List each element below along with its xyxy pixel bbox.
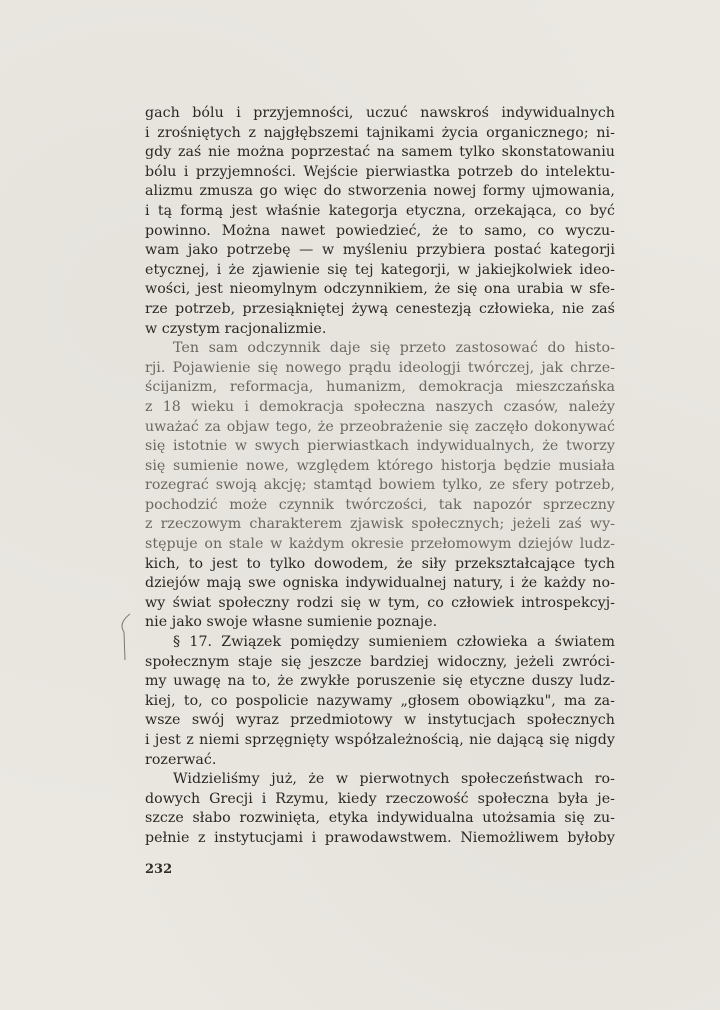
text-line: alizmu zmusza go więc do stworzenia nowej formy ujmowania, (145, 183, 615, 200)
text-line: społecznym staje się jeszcze bardziej widoczny, jeżeli zwróci- (145, 653, 615, 670)
text-line: kich, to jest to tylko dowodem, że siły przekształcające tych (145, 555, 615, 572)
text-line: i jest z niemi sprzęgnięty współzależnością, nie dającą się nigdy (145, 732, 615, 748)
text-line: kiej, to, co pospolicie nazywamy „głosem obowiązku", ma za- (145, 692, 615, 709)
text-line: dziejów mają swe ogniska indywidualnej natury, i że każdy no- (145, 575, 615, 592)
text-line: szcze słabo rozwinięta, etyka indywidualna utożsamia się zu- (145, 810, 615, 827)
text-line: powinno. Można nawet powiedzieć, że to samo, co wyczu- (145, 222, 615, 239)
text-line: rze potrzeb, przesiąkniętej żywą cenestezją człowieka, nie zaś (145, 300, 615, 317)
margin-pencil-mark (116, 612, 136, 662)
text-line: i zrośniętych z najgłębszemi tajnikami życia organicznego; ni- (145, 124, 615, 141)
text-line: pochodzić może czynnik twórczości, tak napozór sprzeczny (145, 496, 615, 513)
text-line: etycznej, i że zjawienie się tej kategorji, w jakiejkolwiek ideo- (145, 261, 615, 278)
section-heading-line: § 17. Związek pomiędzy sumieniem człowieka a światem (173, 634, 615, 651)
text-line: pełnie z instytucjami i prawodawstwem. Niemożliwem byłoby (145, 829, 615, 846)
body-text (145, 104, 615, 849)
text-line: rozegrać swoją akcję; stamtąd bowiem tylko, ze sfery potrzeb, (145, 477, 615, 494)
text-line: z 18 wieku i demokracja społeczna naszych czasów, należy (145, 398, 615, 415)
paragraph-end-line: rozerwać. (145, 751, 217, 768)
paragraph-end-line: nie jako swoje własne sumienie poznaje. (145, 614, 438, 631)
text-line: wsze swój wyraz przedmiotowy w instytucjach społecznych (145, 712, 615, 729)
text-line: się sumienie nowe, względem którego historja będzie musiała (145, 457, 615, 474)
paragraph-end-line: w czystym racjonalizmie. (145, 320, 327, 337)
text-line: wam jako potrzebę — w myśleniu przybiera postać kategorji (145, 242, 615, 259)
paragraph-start-line: Widzieliśmy już, że w pierwotnych społeczeństwach ro- (173, 771, 615, 788)
text-line: my uwagę na to, że zwykłe poruszenie się etyczne duszy ludz- (145, 673, 615, 690)
text-line: uważać za objaw tego, że przeobrażenie się zaczęło dokonywać (145, 418, 615, 435)
paragraph-start-line: Ten sam odczynnik daje się przeto zastosować do histo- (173, 340, 615, 357)
text-line: z rzeczowym charakterem zjawisk społecznych; jeżeli zaś wy- (145, 516, 615, 533)
text-line: ścijanizm, reformacja, humanizm, demokracja mieszczańska (145, 379, 615, 396)
text-line: rji. Pojawienie się nowego prądu ideologji twórczej, jak chrze- (145, 359, 615, 376)
text-line: wy świat społeczny rodzi się w tym, co człowiek introspekcyj- (145, 594, 615, 611)
text-line: stępuje on stale w każdym okresie przełomowym dziejów ludz- (145, 536, 615, 553)
text-line: dowych Grecji i Rzymu, kiedy rzeczowość społeczna była je- (145, 790, 615, 807)
text-line: gdy zaś nie można poprzestać na samem tylko skonstatowaniu (145, 144, 615, 161)
text-line: wości, jest nieomylnym odczynnikiem, że się ona urabia w sfe- (145, 281, 615, 298)
text-line: gach bólu i przyjemności, uczuć nawskroś indywidualnych (145, 105, 615, 121)
page-number: 232 (145, 862, 173, 877)
text-line: bólu i przyjemności. Wejście pierwiastka potrzeb do intelektu- (145, 163, 615, 180)
text-line: i tą formą jest właśnie kategorja etyczna, orzekająca, co być (145, 202, 615, 219)
text-line: się istotnie w swych pierwiastkach indywidualnych, że tworzy (145, 438, 615, 455)
